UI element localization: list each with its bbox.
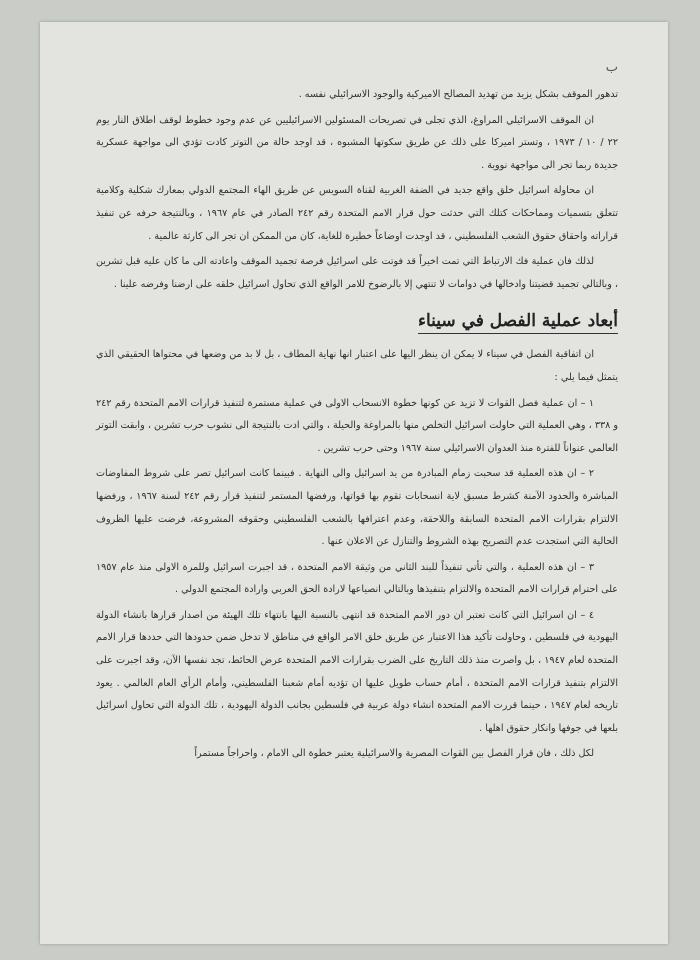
page-number-mark: ب (605, 60, 618, 75)
section-intro: ان اتفاقية الفصل في سيناء لا يمكن ان ينظر اليها على اعتبار انها نهاية المطاف ، بل لا بد من وضعها في محتواها الحقيقي الذي يتمثل فيما يلي : (96, 349, 618, 383)
document-page (40, 22, 668, 944)
document-body (96, 84, 618, 769)
point-3: ٣ – ان هذه العملية ، والتي تأتي تنفيذاً للبند الثاني من وثيقة الامم المتحدة ، قد اجبرت اسرائيل وللمرة الاولى منذ عام ١٩٥٧ على احترام قرارات الامم المتحدة والالتزام بتنفيذها وبالتالي انصياعها لارادة الحق العربي وارادة المجتمع الدولي . (96, 561, 618, 596)
intro-paragraph-4: لذلك فان عملية فك الارتباط التي تمت اخيراً قد فوتت على اسرائيل فرصة تجميد الموقف واعادته الى ما كان عليه قبل تشرين ، وبالتالي تجميد قضيتنا وادخالها في دوامات لا تنتهي إلا بالرضوخ للامر الواقع الذي تحاول اسرائيل خلقه على ارضنا وفرضه علينا . (96, 256, 618, 290)
point-1: ١ – ان عملية فصل القوات لا تزيد عن كونها خطوة الانسحاب الاولى في عملية مستمرة لتنفيذ قرارات الامم المتحدة رقم ٢٤٢ و ٣٣٨ ، وهي العملية التي حاولت اسرائيل التخلص منها بالمراوغة والحيلة ، والتي ادت بالنتيجة الى نشوب حرب تشرين ، وابقت التوتر العالمي عنواناً للفترة منذ العدوان الاسرائيلي سنة ١٩٦٧ وحتى حرب تشرين . (96, 397, 618, 454)
section-heading (96, 308, 618, 334)
section-heading-text: أبعاد عملية الفصل في سيناء (418, 311, 618, 334)
closing-paragraph: لكل ذلك ، فان قرار الفصل بين القوات المصرية والاسرائيلية يعتبر خطوة الى الامام ، واحراجاً مستمراً (194, 748, 594, 760)
intro-paragraph-2: ان الموقف الاسرائيلي المراوغ، الذي تجلى في تصريحات المسئولين الاسرائيليين عن عدم وجود خطوط لوقف اطلاق النار يوم ٢٢ / ١٠ / ١٩٧٣ ، وتستر اميركا على ذلك عن طريق سكوتها المشبوه ، قد اوجد حالة من التوتر كادت تؤدي الى مواجهة عسكرية جديدة ربما تجر الى مواجهة نووية . (96, 114, 618, 171)
point-4: ٤ – ان اسرائيل التي كانت تعتبر ان دور الامم المتحدة قد انتهى بالنسبة اليها بانتهاء تلك الهيئة من اصدار قرارها بانشاء الدولة اليهودية في فلسطين ، وحاولت تأكيد هذا الاعتبار عن طريق خلق الامر الواقع في مناطق لا تدخل ضمن حدودها التي حددها قرار الامم المتحدة لعام ١٩٤٧ ، بل واصرت منذ ذلك التاريخ على الضرب بقرارات الامم المتحدة عرض الحائط، تجد نفسها الآن، وقد اجبرت على الالتزام بتنفيذ قرارات الامم المتحدة ، أمام حساب طويل عليها ان تؤديه أمام شعبنا الفلسطيني، وأمام الرأي العام العالمي . يعود تاريخه لعام ١٩٤٧ ، حينما قررت الامم المتحدة انشاء دولة عربية في فلسطين بجانب الدولة اليهودية ، تلك الدولة التي تحاول اسرائيل بلعها في جوفها وانكار حقوق اهلها . (96, 609, 618, 734)
intro-paragraph-1: تدهور الموقف بشكل يزيد من تهديد المصالح الاميركية والوجود الاسرائيلي نفسه . (298, 89, 618, 100)
point-2: ٢ – ان هذه العملية قد سحبت زمام المبادرة من يد اسرائيل والى النهاية . فبينما كانت اسرائيل تصر على شروط المفاوضات المباشرة والحدود الآمنة كشرط مسبق لاية انسحابات تقوم بها قواتها، ورفضها المستمر لتنفيذ قرار رقم ٢٤٢ لسنة ١٩٦٧ ، ورفضها الالتزام بقرارات الامم المتحدة السابقة واللاحقة، وعدم اعترافها بالشعب الفلسطيني وحقوقه المشروعة، فرضت عليها الظروف الحالية التي استجدت عدم التصريح بهذه الشروط والتنازل عن الاعلان عنها . (96, 468, 618, 548)
intro-paragraph-3: ان محاولة اسرائيل خلق واقع جديد في الضفة الغربية لقناة السويس عن طريق الهاء المجتمع الدولي بمعارك شكلية وكلامية تتعلق بتسميات ومماحكات كتلك التي حدثت حول قرار الامم المتحدة رقم ٢٤٢ الصادر في عام ١٩٦٧ ، وبالنتيجة حرفه عن تنفيذ قراراته واحقاق حقوق الشعب الفلسطيني ، قد اوجدت اوضاعاً خطيرة للغاية، كان من الممكن ان تجر الى كارثة عالمية . (96, 185, 618, 242)
